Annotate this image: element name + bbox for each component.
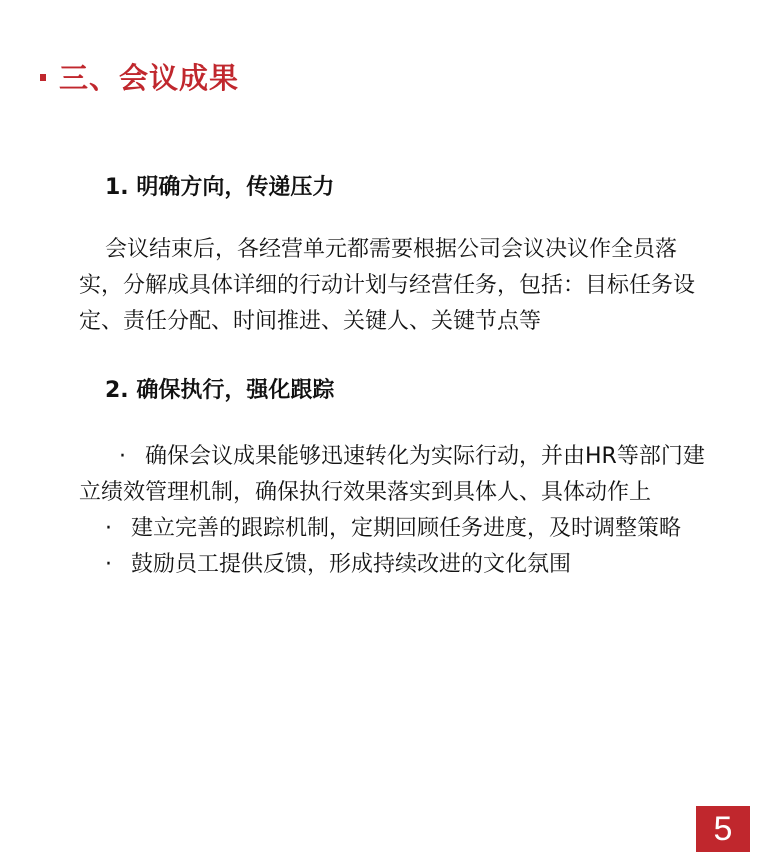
list-item-text: 鼓励员工提供反馈，形成持续改进的文化氛围 bbox=[131, 552, 572, 577]
red-square-bullet-icon bbox=[40, 74, 46, 81]
list-item bbox=[79, 511, 719, 547]
list-item bbox=[79, 547, 719, 583]
list-item-text: 确保会议成果能够迅速转化为实际行动，并由HR等部门建立绩效管理机制，确保执行效果落实到具体人、具体动作上 bbox=[79, 444, 705, 505]
subheading-execution: 2. 确保执行，强化跟踪 bbox=[105, 378, 335, 403]
page-number-badge: 5 bbox=[696, 806, 750, 852]
list-item-text: 建立完善的跟踪机制，定期回顾任务进度，及时调整策略 bbox=[131, 516, 682, 541]
main-content bbox=[79, 170, 719, 583]
list-item bbox=[79, 439, 719, 511]
bullet-dot-icon: · bbox=[105, 552, 112, 577]
section-title: 三、会议成果 bbox=[59, 61, 240, 95]
paragraph-implementation: 会议结束后，各经营单元都需要根据公司会议决议作全员落实，分解成具体详细的行动计划与经营任务，包括：目标任务设定、责任分配、时间推进、关键人、关键节点等 bbox=[79, 237, 696, 334]
subheading-direction: 1. 明确方向，传递压力 bbox=[105, 175, 335, 200]
section-header bbox=[40, 56, 239, 97]
bullet-dot-icon: · bbox=[119, 444, 126, 469]
bullet-dot-icon: · bbox=[105, 516, 112, 541]
